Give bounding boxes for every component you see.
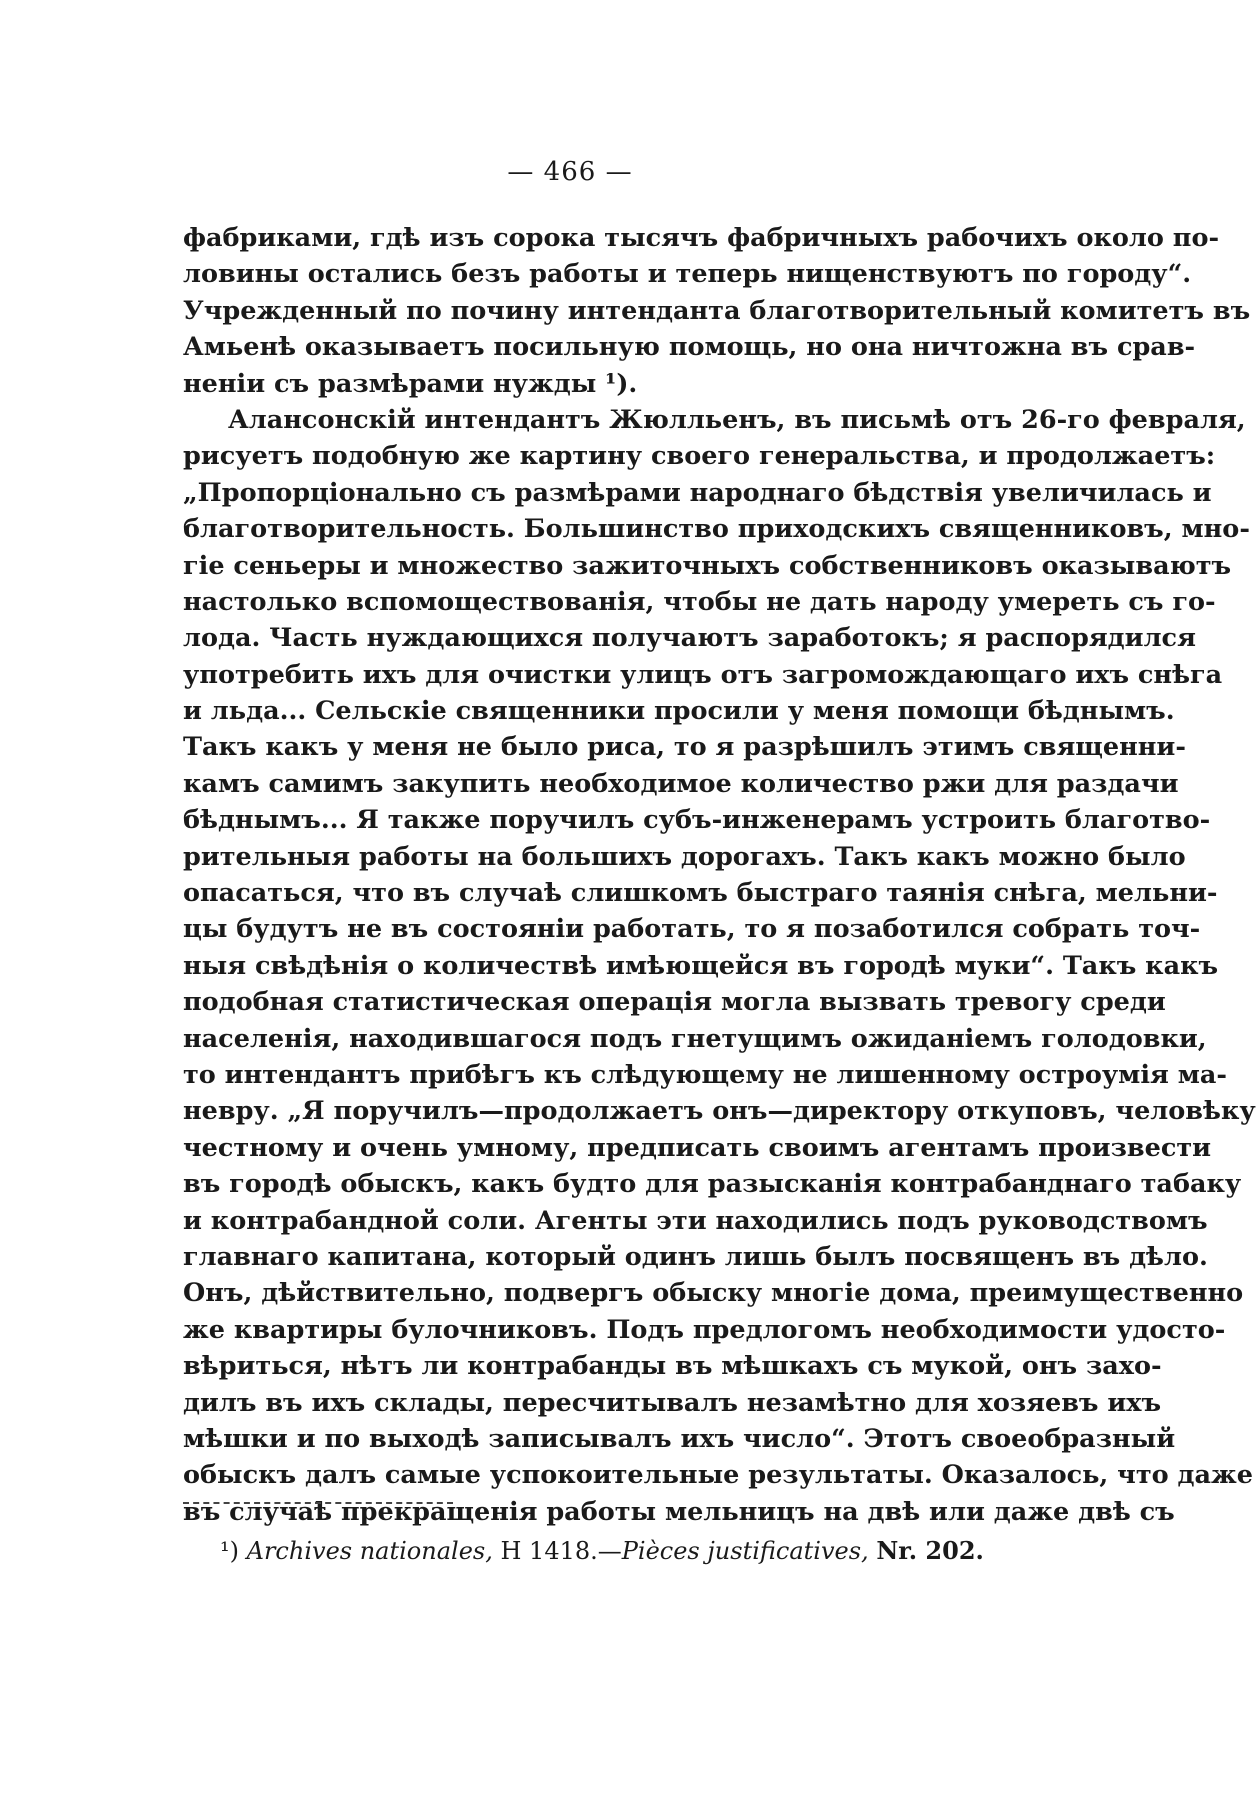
page-number: — 466 — [507, 157, 633, 187]
text-line: честному и очень умному, предписать своимъ агентамъ произвести [183, 1132, 1212, 1163]
text-line: Онъ, дѣйствительно, подвергъ обыску многіе дома, преимущественно [183, 1278, 1244, 1309]
text-line: подобная статистическая операція могла вызвать тревогу среди [183, 987, 1166, 1018]
text-line: неніи съ размѣрами нужды ¹). [183, 368, 638, 399]
text-line: главнаго капитана, который одинъ лишь былъ посвященъ въ дѣло. [183, 1241, 1208, 1272]
footnote-marker: ¹) [220, 1537, 239, 1565]
footnote-source: Archives nationales, [246, 1537, 493, 1565]
footnote [220, 1535, 984, 1567]
text-line: Амьенѣ оказываетъ посильную помощь, но она ничтожна въ срав- [183, 332, 1196, 363]
body-text [183, 220, 1256, 1530]
text-line: вѣриться, нѣтъ ли контрабанды въ мѣшкахъ съ мукой, онъ захо- [183, 1351, 1162, 1382]
footnote-title: Pièces justificatives, [621, 1537, 869, 1565]
text-line: въ случаѣ прекращенія работы мельницъ на двѣ или даже двѣ съ [183, 1496, 1175, 1527]
text-line: опасаться, что въ случаѣ слишкомъ быстраго таянія снѣга, мельни- [183, 878, 1218, 909]
paragraph-start-line: Алансонскій интендантъ Жюлльенъ, въ письмѣ отъ 26-го февраля, [228, 404, 1246, 435]
footnote-reference: H 1418.— [500, 1537, 622, 1565]
text-line: лода. Часть нуждающихся получаютъ заработокъ; я распорядился [183, 623, 1196, 654]
text-line: бѣднымъ... Я также поручилъ субъ-инженерамъ устроить благотво- [183, 805, 1211, 836]
text-line: цы будутъ не въ состояніи работать, то я позаботился собрать точ- [183, 914, 1201, 945]
footnote-separator [183, 1502, 453, 1504]
text-line: населенія, находившагося подъ гнетущимъ ожиданіемъ голодовки, [183, 1023, 1207, 1054]
text-line: настолько вспомоществованія, чтобы не дать народу умереть съ го- [183, 586, 1216, 617]
text-line: камъ самимъ закупить необходимое количество ржи для раздачи [183, 768, 1179, 799]
text-line: то интендантъ прибѣгъ къ слѣдующему не лишенному остроумія ма- [183, 1059, 1227, 1090]
text-line: въ городѣ обыскъ, какъ будто для разысканія контрабанднаго табаку [183, 1169, 1242, 1200]
text-line: фабриками, гдѣ изъ сорока тысячъ фабричныхъ рабочихъ около по- [183, 223, 1220, 253]
text-line: рисуетъ подобную же картину своего генеральства, и продолжаетъ: [183, 441, 1216, 472]
text-line: ныя свѣдѣнія о количествѣ имѣющейся въ городѣ муки“. Такъ какъ [183, 950, 1219, 981]
text-line: и контрабандной соли. Агенты эти находились подъ руководствомъ [183, 1205, 1208, 1236]
text-line: обыскъ далъ самые успокоительные результаты. Оказалось, что даже [183, 1460, 1254, 1491]
text-line: мѣшки и по выходѣ записывалъ ихъ число“. Этотъ своеобразный [183, 1423, 1176, 1454]
text-line: благотворительность. Большинство приходскихъ священниковъ, мно- [183, 514, 1250, 545]
text-line: невру. „Я поручилъ—продолжаетъ онъ—директору откуповъ, человѣку [183, 1096, 1256, 1127]
footnote-number: Nr. 202. [876, 1536, 984, 1565]
text-line: ловины остались безъ работы и теперь нищенствуютъ по городу“. [183, 259, 1192, 290]
text-line: рительныя работы на большихъ дорогахъ. Такъ какъ можно было [183, 841, 1186, 872]
text-line: же квартиры булочниковъ. Подъ предлогомъ необходимости удосто- [183, 1314, 1226, 1345]
text-line: гіе сеньеры и множество зажиточныхъ собственниковъ оказываютъ [183, 550, 1232, 581]
text-line: „Пропорціонально съ размѣрами народнаго бѣдствія увеличилась и [183, 477, 1212, 508]
text-line: Учрежденный по почину интенданта благотворительный комитетъ въ [183, 295, 1251, 326]
text-line: и льда... Сельскіе священники просили у меня помощи бѣднымъ. [183, 696, 1175, 727]
text-line: Такъ какъ у меня не было риса, то я разрѣшилъ этимъ священни- [183, 732, 1186, 763]
text-line: дилъ въ ихъ склады, пересчитывалъ незамѣтно для хозяевъ ихъ [183, 1387, 1162, 1418]
text-line: употребить ихъ для очистки улицъ отъ загромождающаго ихъ снѣга [183, 659, 1223, 690]
